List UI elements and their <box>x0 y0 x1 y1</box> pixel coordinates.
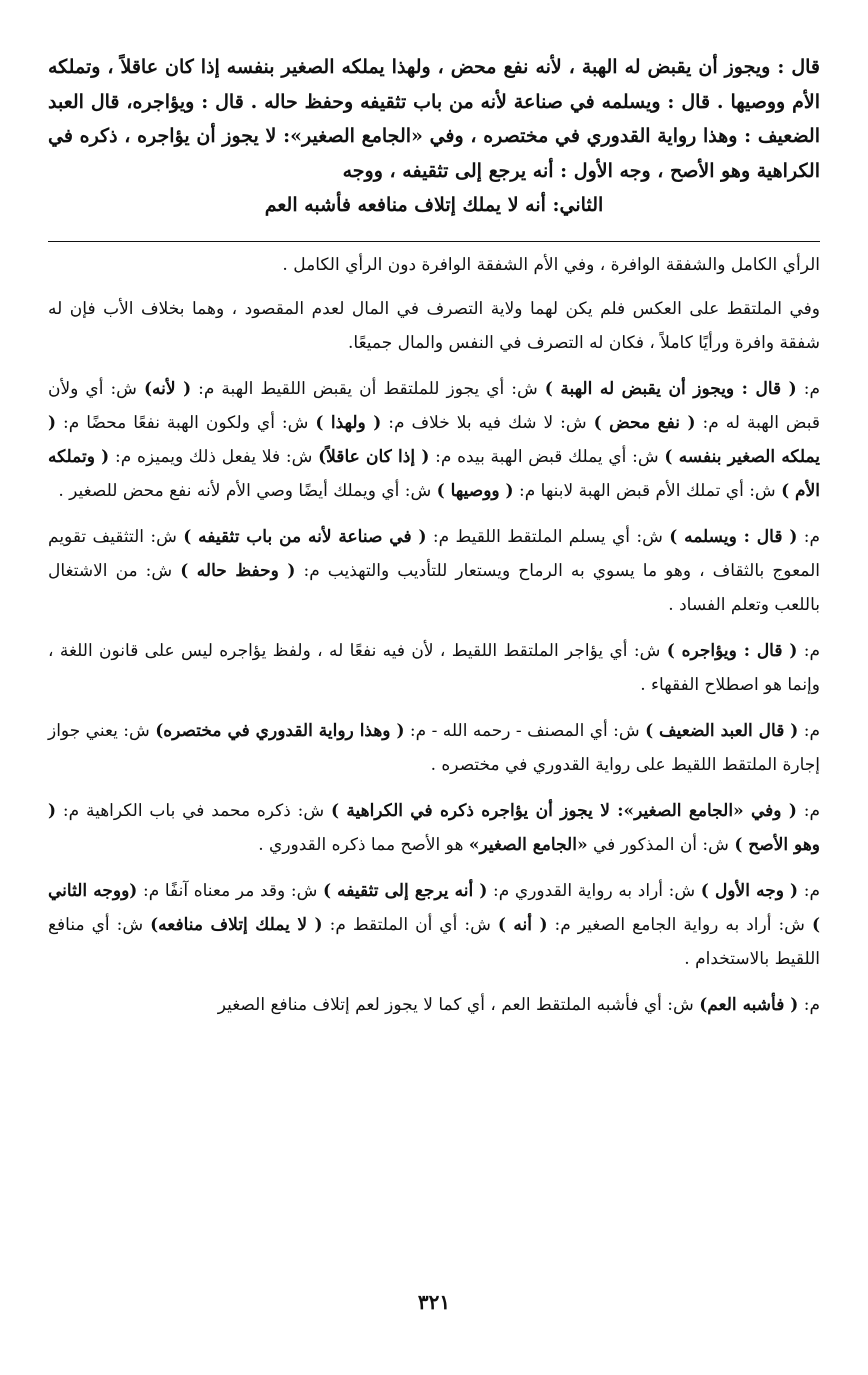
text-run: هو الأصح مما ذكره القدوري . <box>258 834 469 855</box>
matn-quote: ( وحفظ حاله ) <box>180 560 296 581</box>
text-run: ش: أراد به رواية القدوري م: <box>487 880 701 901</box>
commentary-paragraph-4 <box>48 634 820 702</box>
commentary-paragraph-2 <box>48 372 820 508</box>
commentary-paragraph-8 <box>48 988 820 1022</box>
commentary-paragraph-3 <box>48 520 820 622</box>
text-run: ش: يعني جواز إجارة الملتقط اللقيط على رواية القدوري في مختصره . <box>48 720 820 775</box>
commentary-paragraph-5 <box>48 714 820 782</box>
text-run: م: <box>797 526 820 547</box>
text-run: ش: أي يجوز للملتقط أن يقبض اللقيط الهبة م: <box>191 378 545 399</box>
matn-quote: ( وفي «الجامع الصغير»: لا يجوز أن يؤاجره ذكره في الكراهية ) <box>330 800 797 821</box>
text-run: ش: ذكره محمد في باب الكراهية م: <box>56 800 331 821</box>
matn-quote: ( يملكه الصغير بنفسه ) <box>48 412 821 467</box>
matn-quote: ( في صناعة لأنه من باب تثقيفه ) <box>183 526 427 547</box>
text-run: ش: أن المذكور في <box>587 834 735 855</box>
matn-quote: «الجامع الصغير» <box>468 834 588 855</box>
text-run: ش: أي ويملك أيضًا وصي الأم لأنه نفع محض للصغير . <box>58 480 437 501</box>
matn-quote: ( وتملكه الأم ) <box>48 446 820 501</box>
matn-quote: ( وجه الأول ) <box>700 880 799 901</box>
matn-quote: ( ولهذا ) <box>315 412 382 433</box>
matn-quote: ( لا يملك إتلاف منافعه) <box>150 914 323 935</box>
matn-last-line: الثاني: أنه لا يملك إتلاف منافعه فأشبه العم <box>264 194 604 216</box>
separator-line <box>48 241 820 242</box>
page-number: ٣٢١ <box>417 1290 451 1314</box>
commentary-paragraph-6 <box>48 794 820 862</box>
commentary-continuation: الرأي الكامل والشفقة الوافرة ، وفي الأم الشفقة الوافرة دون الرأي الكامل . <box>282 254 820 275</box>
book-page <box>48 50 820 1034</box>
text-run: ش: أي يسلم الملتقط اللقيط م: <box>426 526 670 547</box>
matn-quote: ( فأشبه العم) <box>699 994 799 1015</box>
commentary-paragraph-7 <box>48 874 820 976</box>
text-run: ش: أراد به رواية الجامع الصغير م: <box>547 914 812 935</box>
text-run: ش: أي منافع اللقيط بالاستخدام . <box>48 914 820 969</box>
matn-paragraph: قال : ويجوز أن يقبض له الهبة ، لأنه نفع محض ، ولهذا يملكه الصغير بنفسه إذا كان عاقلاً ، وتملكه الأم ووصيها . قال : ويسلمه في صناعة لأنه من باب تثقيفه وحفظ حاله . قال : ويؤاجره، قال العبد الضعيف : وهذا رواية القدوري في مختصره ، وفي «الجامع الصغير»: لا يجوز أن يؤاجره ، ذكره في الكراهية وهو الأصح ، وجه الأول : أنه يرجع إلى تثقيفه ، ووجه <box>48 56 820 182</box>
matn-quote: ( قال العبد الضعيف ) <box>645 720 799 741</box>
commentary-paragraph-1: وفي الملتقط على العكس فلم يكن لهما ولاية التصرف في المال لعدم المقصود ، وهما بخلاف الأب فإن له شفقة وافرة ورأيًا كاملاً ، فكان له التصرف في النفس والمال جميعًا. <box>48 298 820 353</box>
matn-quote: ( وهو الأصح ) <box>48 800 820 855</box>
text-run: ش: وقد مر معناه آنفًا م: <box>137 880 323 901</box>
text-run: ش: أي ولأن قبض الهبة له م: <box>48 378 820 433</box>
matn-quote: ( قال : ويجوز أن يقبض له الهبة ) <box>544 378 797 399</box>
matn-quote: ( وهذا رواية القدوري في مختصره) <box>155 720 405 741</box>
text-run: ش: التثقيف تقويم المعوج بالثقاف ، وهو ما يسوي به الرماح ويستعار للتأديب والتهذيب م: <box>48 526 821 581</box>
text-run: ش: أي أن الملتقط م: <box>322 914 498 935</box>
matn-quote: ( إذا كان عاقلاً) <box>318 446 430 467</box>
text-run: م: <box>798 994 820 1015</box>
text-run: م: <box>797 640 820 661</box>
text-run: م: <box>796 800 820 821</box>
matn-quote: ( ووصيها ) <box>436 480 514 501</box>
text-run: م: <box>798 880 820 901</box>
text-run: ش: أي المصنف - رحمه الله - م: <box>404 720 646 741</box>
matn-main-text <box>48 50 820 223</box>
text-run: ش: فلا يفعل ذلك ويميزه م: <box>109 446 319 467</box>
text-run: ش: أي يملك قبض الهبة بيده م: <box>429 446 665 467</box>
matn-quote: ( نفع محض ) <box>593 412 696 433</box>
text-run: ش: أي فأشبه الملتقط العم ، أي كما لا يجوز لعم إتلاف منافع الصغير <box>217 994 700 1015</box>
matn-quote: ( أنه يرجع إلى تثقيفه ) <box>322 880 488 901</box>
text-run: ش: أي يؤاجر الملتقط اللقيط ، لأن فيه نفعًا له ، ولفظ يؤاجره ليس على قانون اللغة ، وإنما هو اصطلاح الفقهاء . <box>48 640 820 695</box>
text-run: ش: أي ولكون الهبة نفعًا محضًا م: <box>56 412 316 433</box>
matn-quote: ( قال : ويسلمه ) <box>669 526 798 547</box>
text-run: م: <box>798 720 820 741</box>
text-run: م: <box>796 378 821 399</box>
matn-quote: ( قال : ويؤاجره ) <box>666 640 798 661</box>
text-run: ش: أي تملك الأم قبض الهبة لابنها م: <box>513 480 782 501</box>
commentary <box>48 248 820 1022</box>
matn-quote: (ووجه الثاني ) <box>48 880 820 935</box>
matn-quote: ( أنه ) <box>497 914 548 935</box>
matn-quote: ( لأنه) <box>143 378 192 399</box>
text-run: ش: لا شك فيه بلا خلاف م: <box>381 412 594 433</box>
text-run: ش: من الاشتغال باللعب وتعلم الفساد . <box>48 560 820 615</box>
